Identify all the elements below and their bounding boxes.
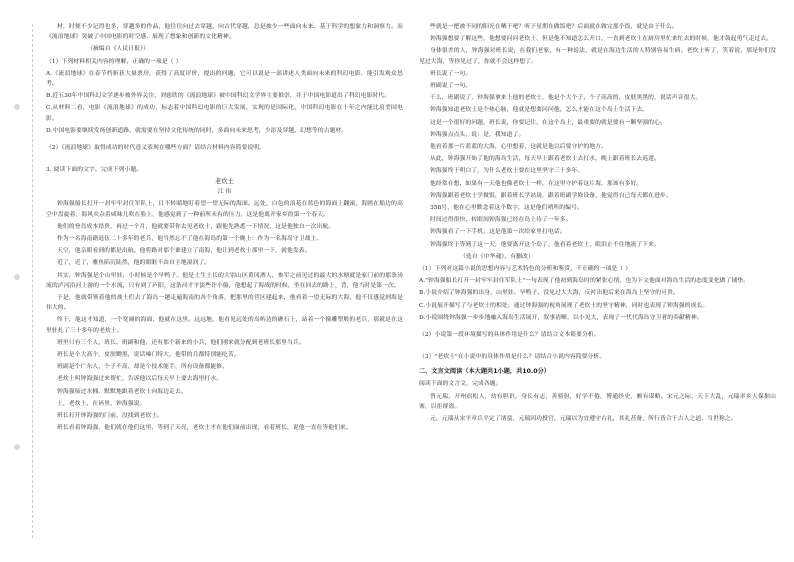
binding-hole <box>14 274 20 280</box>
left-column <box>46 22 403 546</box>
story-paragraph: 钟海强船长打开一封牢牢封住军队上，目不转睛地盯着望一望无际的海面。远处，白色的浪花在蓝色的海面上翻滚，海鸥在船边的高空中盘旋着，海风夹杂着咸味儿吹在脸上，他感觉到了一种前所未有的压力，这是他离开家乡的第一个春天。 <box>46 201 403 218</box>
section-3-intro: 3. 阅读下面的文字，完成下列小题。 <box>46 167 143 174</box>
story-paragraph: 些就是一把被不同的阳光在晒干吧？听下星期在做饭吧？后面就在做完那个饭，就是由于什么。 <box>430 24 678 30</box>
story-paragraph: 近了，近了，雅鱼陷沉陆然，他的眼眶不由自主地湿润了。 <box>57 260 211 267</box>
question-1: （1）下列材料相关内容的理解，正确的一项是（ ） <box>46 58 182 65</box>
option-b: B.小说介绍了钟海强的出身、山里娃、旱鸭子，没见过大大海，反衬出他后来在海岛上坚守的可贵。 <box>419 290 679 297</box>
classical-paragraph: 元，元瑞从宋平章兵平定了诸蛮，元瑞因功授官，元瑞以为宜遵守古礼，其礼甚备，所行皆合于古人之道，当世称之。 <box>430 416 737 423</box>
story-paragraph: 他经常在想，如果有一天他也像老炊士一样，在这里守护着这片海，那该有多好。 <box>430 180 643 187</box>
story-paragraph: 钟海强点点头，说：是，我知道了。 <box>430 131 525 138</box>
story-paragraph: 班长是个大高个，皮肤黝黑，说话嗓门特大，他带的兵都特别能吃苦。 <box>57 352 240 359</box>
story-paragraph: 班长说了一句。 <box>430 70 472 77</box>
option-a: A."钟海强船长打开一封牢牢封住军队上"一句表现了他初到海岛时的紧张心情，也为下文他面对海岛生活的态度变化做了铺垫。 <box>419 278 750 285</box>
story-paragraph: 老炊士叫钟海强过来帮忙，告诉他以后每天早上要去海里打水。 <box>57 376 223 383</box>
story-paragraph: 天空，他亲眼看到的都是出航。他将路对那个谁建立了南海，他让到老炊士那里一下，就他发表。 <box>57 248 311 255</box>
option-c: C.从材料二看，电影《流浪地球》的成功，标志着中国科幻电影的巨大发展，实现的是国际化，中国科幻电影在十年之内能比肩美国电影。 <box>46 105 403 122</box>
story-title: 老炊士 <box>215 178 234 186</box>
story-paragraph: 于是，他就带领着他的战士们去了海岛一趟走遍海南的各个角落，把那里的营区建起来，他看着一望无际的大海，他不仅感觉到海是伟大的。 <box>46 295 403 312</box>
right-column <box>419 22 776 546</box>
story-paragraph: 358号，他在心里默念着这个数字，这是他们哨所的编号。 <box>430 205 583 212</box>
option-a: A.《流浪地球》在春节档斩获大量票房，获得了高度评价，提出的问题，它可以说是一部讲述人类面向未来的科幻电影，能引发观众思考。 <box>46 70 403 88</box>
option-c: C.小说展开描写了与老炊士的相处，通过钟海强的视角展现了老炊士的坚守精神，同时也表现了钟海强的成长。 <box>419 302 709 309</box>
binding-hole <box>14 444 20 450</box>
story-paragraph: 钟海强知道老炊士是个热心肠，他就是想要问问他，怎么才能在这个岛上生活下去。 <box>430 107 649 114</box>
source-note: （选自《中华魂》，有删改） <box>460 253 534 260</box>
story-paragraph: 干么，班副说了，钟海强拿来上他的老炊士，他是个大个子，个子高高的，皮肤黑黑的，说话声音很大。 <box>430 95 702 102</box>
story-paragraph: 班长打开钟海强的门前，没找到老炊士。 <box>57 413 164 420</box>
story-paragraph: 从此，钟海强开始了他的海岛生活，每天早上跟着老炊士去打水，晚上跟着班长去巡逻。 <box>430 156 660 163</box>
option-b: B.近五30年中国科幻文学逐步被外界关注，刘慈欣的《流浪地球》被中国科幻文学界主要推崇，并于中国电影道出了科幻电影时代。 <box>46 93 391 100</box>
story-paragraph: 终于，他这才知道，一个宽阔的海面，他就在这里。远远地，他看见远处的岛屿边的礁石上，站着一个像雕塑般的老兵，那就是在这里驻扎了三十多年的老炊士。 <box>46 317 403 334</box>
story-paragraph: 班副说了一句。 <box>430 83 472 90</box>
story-paragraph: 作为一名海南籍退伍二十多年的老兵，他当然忘不了他在海岛的第一个晚上：作为一名海岛守卫战士。 <box>57 236 323 243</box>
story-paragraph: 他看着那一片蓝蓝的大海，心里想着，这就是他以后要守护的地方。 <box>430 144 607 151</box>
question-1: （1）下列对这篇小说的思想内容与艺术特色的分析和鉴赏，不正确的一项是（ ） <box>419 266 632 273</box>
story-paragraph: 钟海强接过水桶，默默地跟着老炊士向海边走去。 <box>57 388 187 395</box>
story-paragraph: 钟海强想要了解这些，他想要问问老炊士，但是他不知道怎么开口，一直到老炊士在厨房里忙来忙去的时候，他才鼓起勇气走过去。 <box>430 36 773 43</box>
story-paragraph: 这是一个很好的问题，班长说，你要记住，在这个岛上，最重要的就是要有一颗坚强的心。 <box>430 119 666 126</box>
story-author: 江 伟 <box>217 189 232 196</box>
story-paragraph: 钟海强看了一下手机，这是他第一次给家里打电话。 <box>430 229 566 236</box>
classical-paragraph: 曾元瑞，开州宿松人，幼有胆识，身长有志，善骑射，好学不倦，博通经史，颇有谋略。宋元之际，天下大乱，元瑞率乡人保据山寨，以拒群盗。 <box>419 393 776 410</box>
story-paragraph: 时间过得很快，转眼间钟海强已经在岛上待了一年多。 <box>430 217 572 224</box>
option-d: D.小说围绕钟海强一步步地融入海岛生活展开，叙事清晰，以小见大，表现了一代代海岛守卫者的奉献精神。 <box>419 314 703 321</box>
option-d: D.中国电影要继续发扬创新道路，就需要在坚持文化传统的同时，多面向未来思考，少添及穿越、幻想等的古题材。 <box>46 127 348 134</box>
story-paragraph: 土，老炊士，在码里，钟海强说。 <box>57 400 146 407</box>
question-3: （3）"老炊士"在小说中的具体作用是什么？请结合小说内容简要分析。 <box>419 354 606 361</box>
story-paragraph: 钟海强终于明白了，为什么老炊士要在这里坚守三十多年。 <box>430 168 584 175</box>
question-2: （2）《流浪地球》取得成功的时代意义表现在哪些方面？请结合材料内容简要说明。 <box>46 145 266 152</box>
section-heading: 二、文言文阅读（本大题共1小题，共10.0分） <box>419 368 550 376</box>
story-paragraph: 钟海强终于等到了这一天，他要离开这个岛了，他看着老炊士，眼泪止不住地流了下来。 <box>430 241 660 248</box>
story-paragraph: 班里只有三个人，班长、班副和他，还有那个新来的小兵，他们刚来就分配到老班长那里当兵。 <box>57 339 305 346</box>
story-paragraph: 班长看着钟海强，他们就在他们这里，等到了天亮，老炊士才在他们面前出现，看着班长，说他一直在等他们来。 <box>57 425 352 432</box>
story-paragraph: 钟海强跟着老炊士学做饭，跟着班长学站岗，跟着班副学修设备，他觉得自己每天都在进步。 <box>430 192 672 199</box>
binding-hole <box>14 104 20 110</box>
source-note: （摘编自《人民日报》） <box>87 46 149 53</box>
intro-paragraph: 材，时便不少记得也多，穿越多的作品，他往往向过去穿越，向古代穿越，总是披少一些面向未来、基于科学的想象力和洞察力。而《流浪地球》突破了中国电影的时空感，展现了想象和创新的文化精神。 <box>46 24 403 41</box>
question-2: （2）小说第一段环境描写的具体作用是什么？请结合文本简要分析。 <box>419 332 600 339</box>
story-paragraph: 其实，钟海强是个山里娃，小时候是个旱鸭子。他是土生土长的大别山区黄冈洒人，参军之前见过的最大的水塘就是家门前的那条汤流的泸河沿河上游的一个水流，只有到了庐阳，这条河才平淡些许小船，他想起了海战的时候，坐在回去的路上，背，他当时是第一次。 <box>46 272 403 289</box>
story-paragraph: 他们的登岛成本昂贵，再过一个月，他就要带你去见老炊士，跟他先熟悉一下情况，这是他独自一次出航。 <box>57 223 335 230</box>
story-paragraph: 身体很差的人，钟海强对班长说，在我们老家，有一种说法，就是在海边生活的人特别容易生病。老炊士听了，笑着说，那是你们没见过大海，等你见过了，你就不会这样想了。 <box>419 48 776 65</box>
story-paragraph: 班副是个广东人，个子不高，却是个技术能手，所有设备都能修。 <box>57 364 229 371</box>
binding-margin <box>6 24 33 538</box>
section-2-intro: 阅读下面的文言文，完成各题。 <box>419 381 502 388</box>
